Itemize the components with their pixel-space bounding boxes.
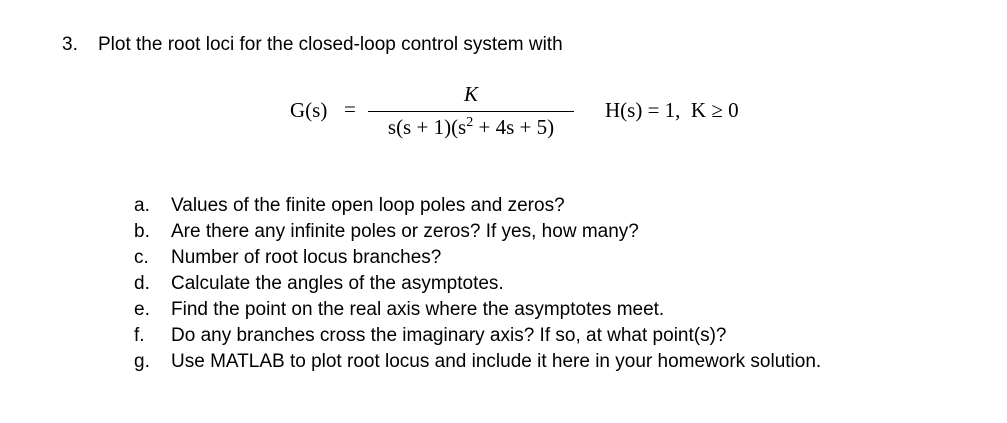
sub-question — [0, 247, 1007, 273]
sub-question — [0, 325, 1007, 351]
sub-question-text: Do any branches cross the imaginary axis? If so, at what point(s)? — [171, 325, 727, 346]
feedback-equation — [605, 98, 739, 123]
sub-question-text: Values of the finite open loop poles and zeros? — [171, 195, 565, 216]
sub-question-text: Use MATLAB to plot root locus and include it here in your homework solution. — [171, 351, 822, 372]
sub-question-letter: b. — [134, 221, 150, 242]
equation-lhs: G(s) — [290, 98, 328, 122]
sub-question-text: Calculate the angles of the asymptotes. — [171, 273, 504, 294]
sub-question-letter: d. — [134, 273, 150, 294]
denominator-part-2: + 4s + 5) — [473, 115, 555, 139]
sub-question — [0, 351, 1007, 377]
sub-question-letter: e. — [134, 299, 150, 320]
transfer-function-equation — [0, 78, 1007, 148]
sub-question — [0, 195, 1007, 221]
equation-equals-sign: = — [344, 97, 356, 121]
sub-question-letter: c. — [134, 247, 149, 268]
sub-question-letter: f. — [134, 325, 145, 346]
fraction-numerator: K — [463, 82, 478, 106]
sub-question-text: Number of root locus branches? — [171, 247, 442, 268]
sub-question — [0, 273, 1007, 299]
denominator-part-1: s(s + 1)(s — [387, 115, 467, 139]
sub-question — [0, 299, 1007, 325]
sub-question-text: Are there any infinite poles or zeros? If yes, how many? — [171, 221, 639, 242]
fraction-denominator — [368, 115, 574, 140]
sub-question-letter: a. — [134, 195, 150, 216]
gain-condition: K ≥ 0 — [690, 98, 739, 122]
sub-question-text: Find the point on the real axis where the asymptotes meet. — [171, 299, 665, 320]
problem-number: 3. — [62, 34, 78, 55]
fraction-bar — [368, 111, 574, 112]
sub-question-letter: g. — [134, 351, 150, 372]
problem-statement: Plot the root loci for the closed-loop control system with — [98, 34, 563, 55]
sub-question — [0, 221, 1007, 247]
denominator-exponent: 2 — [466, 115, 474, 130]
feedback-transfer-function: H(s) = 1, — [605, 98, 681, 122]
